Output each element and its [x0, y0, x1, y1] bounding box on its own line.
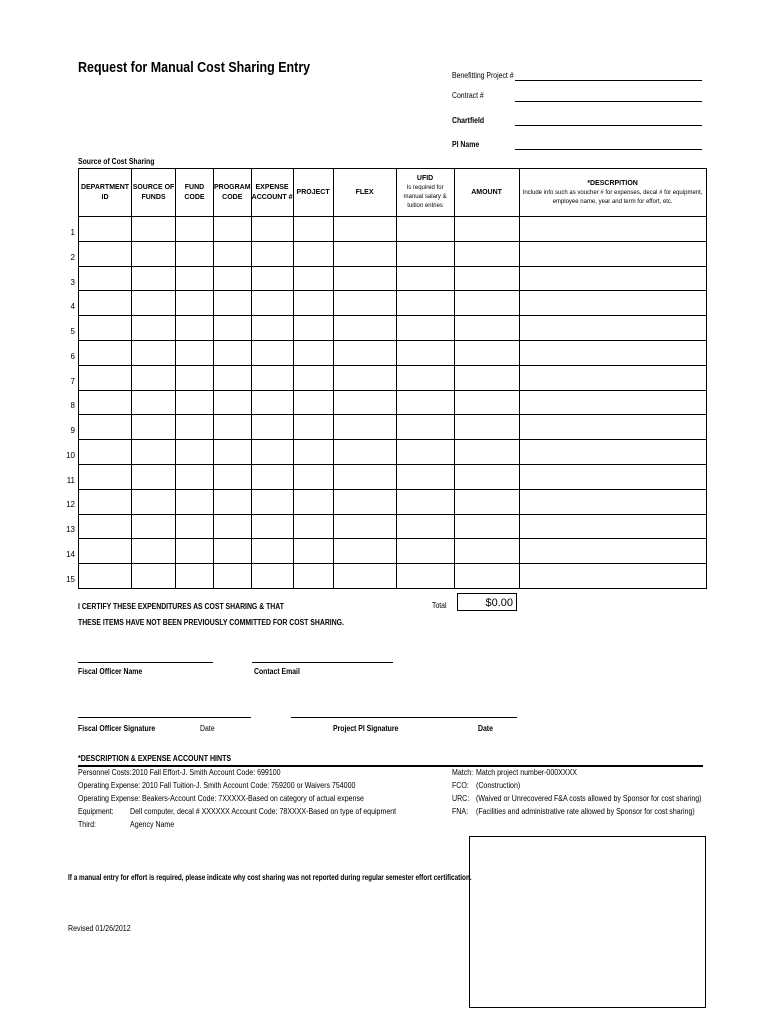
row-number: 6	[70, 351, 75, 361]
table-cell[interactable]	[132, 390, 176, 415]
table-cell[interactable]	[214, 266, 252, 291]
table-cell[interactable]	[132, 217, 176, 242]
project-pi-signature-label: Project PI Signature	[333, 724, 399, 733]
fiscal-officer-signature-label: Fiscal Officer Signature	[78, 724, 156, 733]
table-cell[interactable]	[293, 440, 333, 465]
table-cell[interactable]	[333, 316, 396, 341]
table-row	[79, 564, 707, 589]
table-cell[interactable]	[176, 464, 214, 489]
table-cell[interactable]	[396, 266, 454, 291]
table-cell[interactable]	[214, 390, 252, 415]
table-cell[interactable]	[251, 365, 293, 390]
table-cell[interactable]	[396, 539, 454, 564]
table-cell[interactable]	[293, 291, 333, 316]
table-cell[interactable]	[396, 514, 454, 539]
table-cell[interactable]	[79, 390, 132, 415]
table-cell[interactable]	[214, 365, 252, 390]
hint-right-label: Match:	[452, 768, 474, 777]
table-cell[interactable]	[251, 217, 293, 242]
table-row	[79, 390, 707, 415]
table-cell[interactable]	[176, 340, 214, 365]
table-cell[interactable]	[454, 564, 519, 589]
column-header: AMOUNT	[454, 169, 519, 217]
table-cell[interactable]	[333, 464, 396, 489]
contract-field[interactable]	[515, 101, 702, 102]
table-cell[interactable]	[251, 340, 293, 365]
table-cell[interactable]	[396, 291, 454, 316]
table-cell[interactable]	[79, 464, 132, 489]
table-row	[79, 514, 707, 539]
fiscal-officer-date-label: Date	[200, 724, 215, 733]
table-cell[interactable]	[214, 217, 252, 242]
fiscal-officer-name-line[interactable]	[78, 662, 213, 663]
table-row	[79, 266, 707, 291]
table-cell[interactable]	[176, 291, 214, 316]
table-cell[interactable]	[79, 291, 132, 316]
column-header: FUND CODE	[176, 169, 214, 217]
hint-right-text: Match project number-000XXXX	[476, 768, 577, 777]
table-cell[interactable]	[293, 464, 333, 489]
table-cell[interactable]	[333, 514, 396, 539]
table-cell[interactable]	[214, 340, 252, 365]
hint-right-label: URC:	[452, 794, 470, 803]
table-cell[interactable]	[251, 464, 293, 489]
table-cell[interactable]	[333, 266, 396, 291]
table-cell[interactable]	[251, 316, 293, 341]
row-number: 12	[66, 500, 75, 510]
hint-right-text: (Construction)	[476, 781, 521, 790]
source-of-cost-sharing-label: Source of Cost Sharing	[78, 157, 155, 166]
table-row	[79, 489, 707, 514]
table-cell[interactable]	[454, 291, 519, 316]
table-cell[interactable]	[132, 514, 176, 539]
table-cell[interactable]	[132, 440, 176, 465]
table-row	[79, 464, 707, 489]
fiscal-officer-signature-line[interactable]	[78, 717, 251, 718]
table-cell[interactable]	[293, 340, 333, 365]
total-label: Total	[432, 601, 447, 610]
hints-title: *DESCRIPTION & EXPENSE ACCOUNT HINTS	[78, 754, 232, 763]
table-cell[interactable]	[132, 415, 176, 440]
table-cell[interactable]	[251, 241, 293, 266]
table-cell[interactable]	[132, 365, 176, 390]
table-cell[interactable]	[176, 514, 214, 539]
table-cell[interactable]	[333, 489, 396, 514]
table-cell[interactable]	[176, 266, 214, 291]
row-number: 2	[70, 252, 75, 262]
table-row	[79, 415, 707, 440]
table-cell[interactable]	[251, 415, 293, 440]
table-cell[interactable]	[333, 539, 396, 564]
table-cell[interactable]	[519, 316, 706, 341]
table-cell[interactable]	[251, 539, 293, 564]
pi-name-label: PI Name	[452, 140, 480, 149]
table-cell[interactable]	[519, 365, 706, 390]
table-cell[interactable]	[176, 539, 214, 564]
table-cell[interactable]	[79, 415, 132, 440]
table-cell[interactable]	[214, 415, 252, 440]
table-cell[interactable]	[293, 365, 333, 390]
benefitting-project-label: Benefitting Project #	[452, 71, 514, 80]
column-header: DEPARTMENT ID	[79, 169, 132, 217]
row-number: 9	[70, 426, 75, 435]
certify-line-1: I CERTIFY THESE EXPENDITURES AS COST SHARING & THAT	[78, 602, 284, 611]
benefitting-project-field[interactable]	[515, 80, 702, 81]
table-cell[interactable]	[132, 489, 176, 514]
table-row	[79, 440, 707, 465]
column-header-ufid	[396, 169, 454, 217]
table-cell[interactable]	[79, 316, 132, 341]
table-cell[interactable]	[293, 266, 333, 291]
row-number: 1	[70, 228, 75, 237]
table-row	[79, 217, 707, 242]
table-cell[interactable]	[293, 415, 333, 440]
table-cell[interactable]	[176, 217, 214, 242]
table-cell[interactable]	[454, 241, 519, 266]
hint-left-label: Third:	[78, 820, 96, 829]
table-cell[interactable]	[519, 241, 706, 266]
table-cell[interactable]	[396, 390, 454, 415]
table-cell[interactable]	[396, 415, 454, 440]
table-row	[79, 291, 707, 316]
table-cell[interactable]	[132, 266, 176, 291]
contact-email-line[interactable]	[252, 662, 393, 663]
table-cell[interactable]	[251, 489, 293, 514]
table-cell[interactable]	[293, 489, 333, 514]
table-cell[interactable]	[454, 464, 519, 489]
table-cell[interactable]	[396, 241, 454, 266]
table-cell[interactable]	[333, 365, 396, 390]
table-cell[interactable]	[132, 340, 176, 365]
row-number: 3	[70, 277, 75, 287]
table-cell[interactable]	[79, 241, 132, 266]
table-cell[interactable]	[251, 390, 293, 415]
table-cell[interactable]	[333, 564, 396, 589]
table-cell[interactable]	[519, 564, 706, 589]
table-cell[interactable]	[214, 440, 252, 465]
row-number: 7	[70, 376, 75, 386]
table-cell[interactable]	[176, 316, 214, 341]
table-cell[interactable]	[519, 539, 706, 564]
table-cell[interactable]	[454, 489, 519, 514]
table-cell[interactable]	[132, 316, 176, 341]
table-cell[interactable]	[214, 241, 252, 266]
column-header: SOURCE OF FUNDS	[132, 169, 176, 217]
table-cell[interactable]	[79, 340, 132, 365]
row-number: 11	[66, 475, 75, 485]
cost-sharing-table	[78, 168, 707, 589]
table-cell[interactable]	[454, 514, 519, 539]
table-cell[interactable]	[79, 266, 132, 291]
effort-note: If a manual entry for effort is required, please indicate why cost sharing was not reported during regular semester effort certification.	[68, 873, 472, 882]
table-cell[interactable]	[519, 415, 706, 440]
column-header: PROJECT	[293, 169, 333, 217]
table-cell[interactable]	[333, 291, 396, 316]
table-cell[interactable]	[519, 489, 706, 514]
row-number: 13	[66, 525, 75, 534]
effort-reason-box[interactable]	[469, 836, 706, 1008]
column-header: FLEX	[333, 169, 396, 217]
table-cell[interactable]	[333, 217, 396, 242]
hint-left-text: 2010 Fall Effort-J. Smith Account Code: 699100	[132, 768, 281, 777]
table-cell[interactable]	[454, 217, 519, 242]
table-cell[interactable]	[176, 440, 214, 465]
column-header-description	[519, 169, 706, 217]
project-pi-signature-line[interactable]	[291, 717, 517, 718]
table-cell[interactable]	[176, 390, 214, 415]
table-cell[interactable]	[396, 489, 454, 514]
hint-right-label: FNA:	[452, 807, 469, 816]
table-cell[interactable]	[132, 464, 176, 489]
table-cell[interactable]	[519, 291, 706, 316]
row-number: 8	[70, 401, 75, 411]
column-header: EXPENSE ACCOUNT #	[251, 169, 293, 217]
table-cell[interactable]	[176, 489, 214, 514]
row-number: 14	[66, 549, 75, 559]
table-cell[interactable]	[214, 489, 252, 514]
table-cell[interactable]	[79, 217, 132, 242]
table-cell[interactable]	[519, 440, 706, 465]
table-cell[interactable]	[454, 539, 519, 564]
table-cell[interactable]	[214, 564, 252, 589]
fiscal-officer-name-label: Fiscal Officer Name	[78, 667, 143, 676]
table-cell[interactable]	[454, 340, 519, 365]
total-amount: $0.00	[457, 593, 517, 611]
ufid-header-note: Is required for manual salary & tuition entries	[403, 185, 447, 209]
table-cell[interactable]	[293, 539, 333, 564]
table-cell[interactable]	[132, 291, 176, 316]
table-cell[interactable]	[214, 514, 252, 539]
hint-left-text: Beakers-Account Code: 7XXXXX-Based on category of actual expense	[142, 794, 364, 803]
contract-label: Contract #	[452, 91, 484, 100]
table-cell[interactable]	[79, 365, 132, 390]
hint-left-text: Dell computer, decal # XXXXXX Account Code: 78XXXX-Based on type of equipment	[130, 807, 397, 816]
table-cell[interactable]	[333, 390, 396, 415]
table-cell[interactable]	[454, 365, 519, 390]
table-cell[interactable]	[333, 440, 396, 465]
description-header-note: Include info such as voucher # for expenses, decal # for equipment, employee name, year and term for effort, etc.	[522, 189, 703, 205]
table-cell[interactable]	[396, 217, 454, 242]
row-number: 15	[66, 574, 75, 584]
table-cell[interactable]	[396, 316, 454, 341]
chartfield-field[interactable]	[515, 125, 702, 126]
hint-left-label: Operating Expense:	[78, 781, 141, 790]
row-number: 5	[70, 327, 75, 336]
table-cell[interactable]	[396, 365, 454, 390]
table-cell[interactable]	[79, 440, 132, 465]
table-cell[interactable]	[333, 241, 396, 266]
table-cell[interactable]	[454, 390, 519, 415]
table-cell[interactable]	[396, 440, 454, 465]
table-cell[interactable]	[454, 316, 519, 341]
table-cell[interactable]	[79, 539, 132, 564]
table-cell[interactable]	[251, 291, 293, 316]
table-cell[interactable]	[176, 365, 214, 390]
hint-right-text: (Facilities and administrative rate allowed by Sponsor for cost sharing)	[476, 807, 695, 816]
table-row	[79, 241, 707, 266]
hint-left-label: Personnel Costs:	[78, 768, 132, 777]
table-cell[interactable]	[454, 266, 519, 291]
hint-right-text: (Waived or Unrecovered F&A costs allowed by Sponsor for cost sharing)	[476, 794, 702, 803]
description-header-label: *DESCRPITION	[587, 179, 638, 187]
hint-left-text: Agency Name	[130, 820, 175, 829]
table-cell[interactable]	[396, 564, 454, 589]
table-cell[interactable]	[132, 539, 176, 564]
table-cell[interactable]	[519, 340, 706, 365]
table-row	[79, 539, 707, 564]
table-row	[79, 365, 707, 390]
table-cell[interactable]	[293, 217, 333, 242]
project-pi-date-label: Date	[478, 724, 493, 733]
table-cell[interactable]	[396, 464, 454, 489]
table-cell[interactable]	[176, 241, 214, 266]
table-row	[79, 316, 707, 341]
table-cell[interactable]	[454, 415, 519, 440]
table-cell[interactable]	[79, 514, 132, 539]
table-cell[interactable]	[79, 564, 132, 589]
table-cell[interactable]	[251, 514, 293, 539]
table-cell[interactable]	[293, 241, 333, 266]
table-row	[79, 340, 707, 365]
contact-email-label: Contact Email	[254, 667, 300, 676]
table-cell[interactable]	[519, 266, 706, 291]
table-cell[interactable]	[519, 464, 706, 489]
table-cell[interactable]	[251, 266, 293, 291]
table-cell[interactable]	[214, 291, 252, 316]
table-cell[interactable]	[132, 564, 176, 589]
row-number: 10	[66, 450, 75, 460]
column-header: PROGRAM CODE	[214, 169, 252, 217]
table-cell[interactable]	[176, 564, 214, 589]
table-cell[interactable]	[251, 440, 293, 465]
hints-divider	[78, 765, 703, 767]
table-cell[interactable]	[132, 241, 176, 266]
table-cell[interactable]	[454, 440, 519, 465]
revised-date: Revised 01/26/2012	[68, 924, 131, 933]
row-number: 4	[70, 302, 75, 312]
table-cell[interactable]	[293, 316, 333, 341]
table-cell[interactable]	[333, 415, 396, 440]
certify-line-2: THESE ITEMS HAVE NOT BEEN PREVIOUSLY COMMITTED FOR COST SHARING.	[78, 618, 344, 627]
hint-left-text: 2010 Fall Tuition-J. Smith Account Code: 759200 or Waivers 754000	[142, 781, 356, 790]
ufid-header-label: UFID	[416, 175, 434, 182]
pi-name-field[interactable]	[515, 149, 702, 150]
table-cell[interactable]	[396, 340, 454, 365]
table-cell[interactable]	[293, 564, 333, 589]
table-cell[interactable]	[293, 514, 333, 539]
chartfield-label: Chartfield	[452, 116, 485, 125]
table-cell[interactable]	[519, 217, 706, 242]
table-cell[interactable]	[251, 564, 293, 589]
table-cell[interactable]	[214, 539, 252, 564]
table-cell[interactable]	[79, 489, 132, 514]
hint-left-label: Operating Expense:	[78, 794, 141, 803]
table-cell[interactable]	[333, 340, 396, 365]
form-title: Request for Manual Cost Sharing Entry	[78, 60, 311, 76]
hint-right-label: FCO:	[452, 781, 469, 790]
table-cell[interactable]	[214, 464, 252, 489]
table-cell[interactable]	[519, 390, 706, 415]
table-cell[interactable]	[519, 514, 706, 539]
hint-left-label: Equipment:	[78, 807, 114, 816]
table-cell[interactable]	[176, 415, 214, 440]
table-cell[interactable]	[214, 316, 252, 341]
table-cell[interactable]	[293, 390, 333, 415]
table-header-row	[79, 169, 707, 217]
